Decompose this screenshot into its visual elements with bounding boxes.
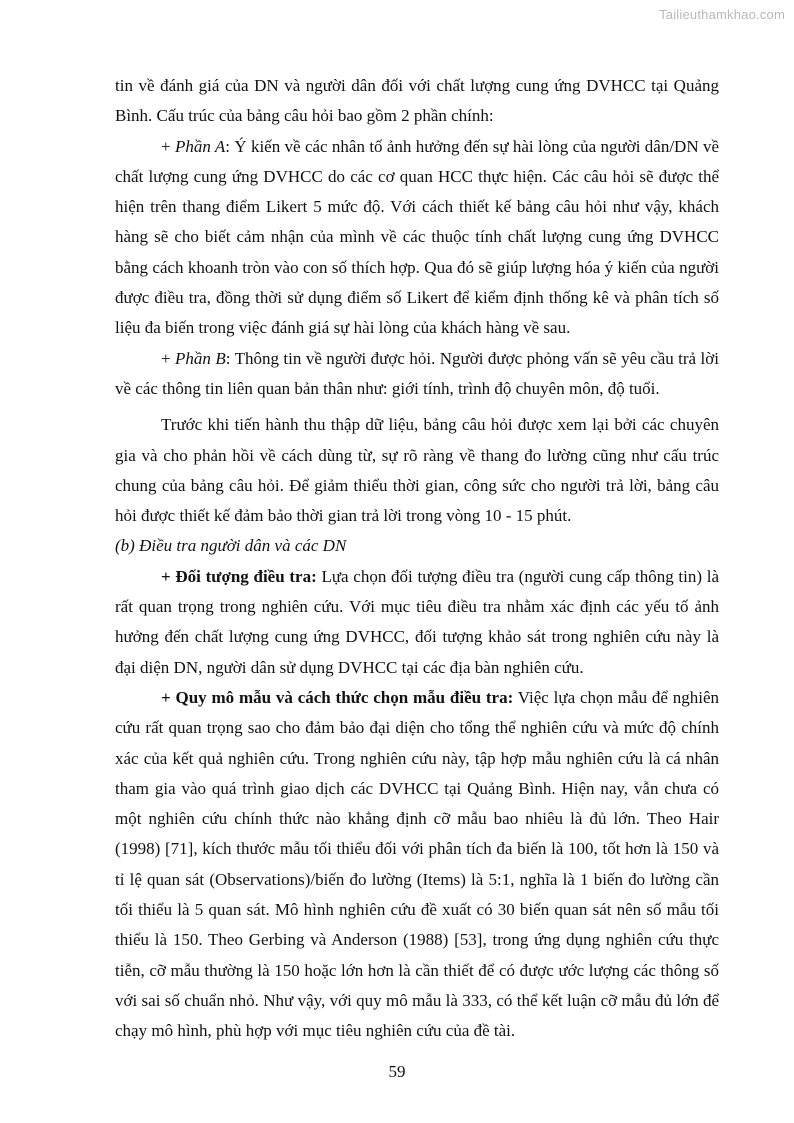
paragraph-part-a: [115, 132, 719, 344]
page-body: [115, 71, 719, 1047]
paragraph-intro: tin về đánh giá của DN và người dân đối với chất lượng cung ứng DVHCC tại Quảng Bình. Cấu trúc của bảng câu hỏi bao gồm 2 phần chính:: [115, 76, 719, 126]
paragraph-survey-subjects: [115, 562, 719, 683]
part-b-text: : Thông tin về người được hỏi. Người được phỏng vấn sẽ yêu cầu trả lời về các thông tin liên quan bản thân như: giới tính, trình độ chuyên môn, độ tuổi.: [115, 348, 719, 398]
paragraph-review: Trước khi tiến hành thu thập dữ liệu, bảng câu hỏi được xem lại bởi các chuyên gia và cho phản hồi về cách dùng từ, sự rõ ràng về thang đo lường cũng như cấu trúc chung của bảng câu hỏi. Để giảm thiểu thời gian, công sức cho người trả lời, bảng câu hỏi được thiết kế đảm bảo thời gian trả lời trong vòng 10 - 15 phút.: [115, 415, 719, 526]
watermark: Tailieuthamkhao.com: [659, 7, 785, 22]
part-a-text: : Ý kiến về các nhân tố ảnh hưởng đến sự hài lòng của người dân/DN về chất lượng cung ứng DVHCC do các cơ quan HCC thực hiện. Các câu hỏi sẽ được thể hiện trên thang điểm Likert 5 mức độ. Với cách thiết kế bảng câu hỏi như vậy, khách hàng sẽ cho biết cảm nhận của mình về các thuộc tính chất lượng cung ứng DVHCC bằng cách khoanh tròn vào con số thích hợp. Qua đó sẽ giúp lượng hóa ý kiến của người được điều tra, đồng thời sử dụng điểm số Likert để kiểm định thống kê và phân tích số liệu đa biến trong việc đánh giá sự hài lòng của khách hàng về sau.: [115, 136, 719, 338]
part-b-label: Phần B: [175, 348, 226, 368]
part-b-prefix: +: [161, 348, 176, 368]
paragraph-sample-size: [115, 683, 719, 1047]
section-heading: (b) Điều tra người dân và các DN: [115, 536, 347, 556]
part-a-label: Phần A: [174, 136, 226, 156]
survey-subjects-text: Lựa chọn đối tượng điều tra (người cung cấp thông tin) là rất quan trọng trong nghiên cứu. Với mục tiêu điều tra nhằm xác định các yếu tố ảnh hưởng đến chất lượng cung ứng DVHCC, đối tượng khảo sát trong nghiên cứu này là đại diện DN, người dân sử dụng DVHCC tại các địa bàn nghiên cứu.: [115, 566, 719, 677]
sample-size-label: + Quy mô mẫu và cách thức chọn mẫu điều tra:: [161, 687, 514, 707]
page-number: 59: [388, 1062, 406, 1081]
survey-subjects-label: + Đối tượng điều tra:: [161, 566, 317, 586]
part-a-prefix: +: [161, 136, 175, 156]
sample-size-text: Việc lựa chọn mẫu để nghiên cứu rất quan trọng sao cho đảm bảo đại diện cho tổng thể nghiên cứu và mức độ chính xác của kết quả nghiên cứu. Trong nghiên cứu này, tập hợp mẫu nghiên cứu là cá nhân tham gia vào quá trình giao dịch các DVHCC tại Quảng Bình. Hiện nay, vẫn chưa có một nghiên cứu chính thức nào khẳng định cỡ mẫu bao nhiêu là đủ lớn. Theo Hair (1998) [71], kích thước mẫu tối thiểu đối với phân tích đa biến là 100, tốt hơn là 150 và tỉ lệ quan sát (Observations)/biến đo lường (Items) là 5:1, nghĩa là 1 biến đo lường cần tối thiểu là 5 quan sát. Mô hình nghiên cứu đề xuất có 30 biến quan sát nên số mẫu tối thiểu là 150. Theo Gerbing và Anderson (1988) [53], trong ứng dụng nghiên cứu thực tiễn, cỡ mẫu thường là 150 hoặc lớn hơn là cần thiết để có được ước lượng các thông số với sai số chuẩn nhỏ. Như vậy, với quy mô mẫu là 333, có thể kết luận cỡ mẫu đủ lớn để chạy mô hình, phù hợp với mục tiêu nghiên cứu của đề tài.: [115, 687, 719, 1041]
paragraph-part-b: [115, 344, 719, 405]
